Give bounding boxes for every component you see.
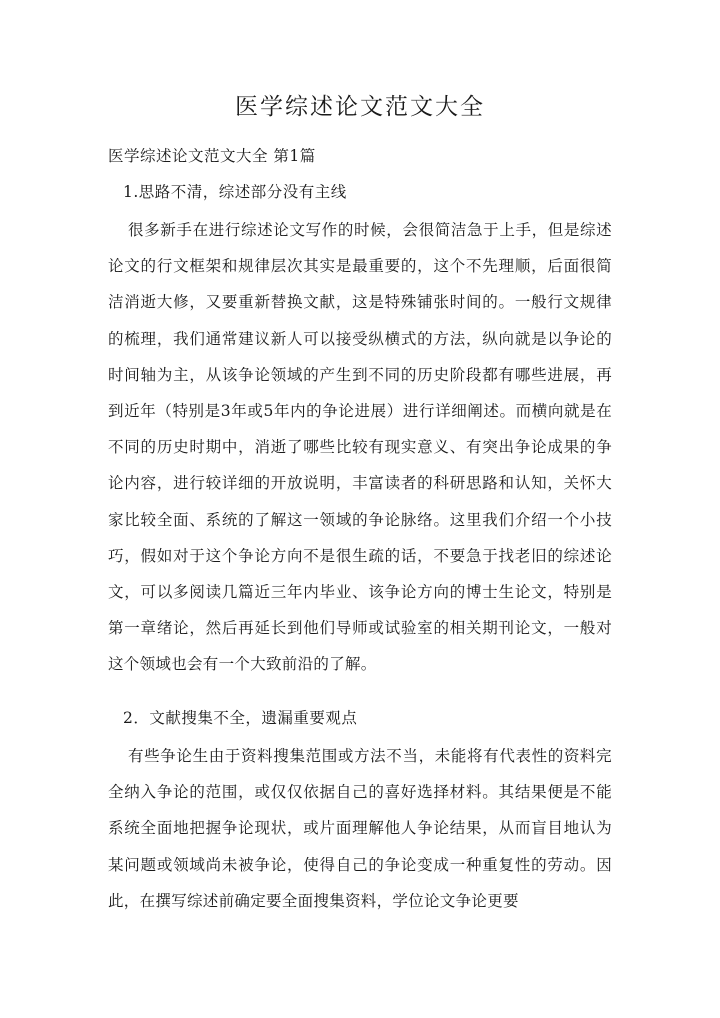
document-subtitle: 医学综述论文范文大全 第1篇 [108, 147, 316, 165]
section-heading-2: 2．文献搜集不全，遗漏重要观点 [123, 709, 358, 727]
document-title: 医学综述论文范文大全 [235, 94, 485, 120]
section-paragraph-1: 很多新手在进行综述论文写作的时候，会很简洁急于上手，但是综述论文的行文框架和规律层次其实是最重要的，这个不先理顺，后面很简洁消逝大修，又要重新替换文献，这是特殊铺张时间的。一般行文规律的梳理，我们通常建议新人可以接受纵横式的方法，纵向就是以争论的时间轴为主，从该争论领域的产生到不同的历史阶段都有哪些进展，再到近年（特别是3年或5年内的争论进展）进行详细阐述。而横向就是在不同的历史时期中，消逝了哪些比较有现实意义、有突出争论成果的争论内容，进行较详细的开放说明，丰富读者的科研思路和认知，关怀大家比较全面、系统的了解这一领域的争论脉络。这里我们介绍一个小技巧，假如对于这个争论方向不是很生疏的话，不要急于找老旧的综述论文，可以多阅读几篇近三年内毕业、该争论方向的博士生论文，特别是第一章绪论，然后再延长到他们导师或试验室的相关期刊论文，一般对这个领域也会有一个大致前沿的了解。 [108, 221, 612, 674]
section-paragraph-2: 有些争论生由于资料搜集范围或方法不当，未能将有代表性的资料完全纳入争论的范围，或仅仅依据自己的喜好选择材料。其结果便是不能系统全面地把握争论现状，或片面理解他人争论结果，从而盲目地认为某问题或领域尚未被争论，使得自己的争论变成一种重复性的劳动。因此，在撰写综述前确定要全面搜集资料，学位论文争论更要 [108, 747, 612, 910]
section-heading-1: 1.思路不清，综述部分没有主线 [123, 183, 347, 201]
